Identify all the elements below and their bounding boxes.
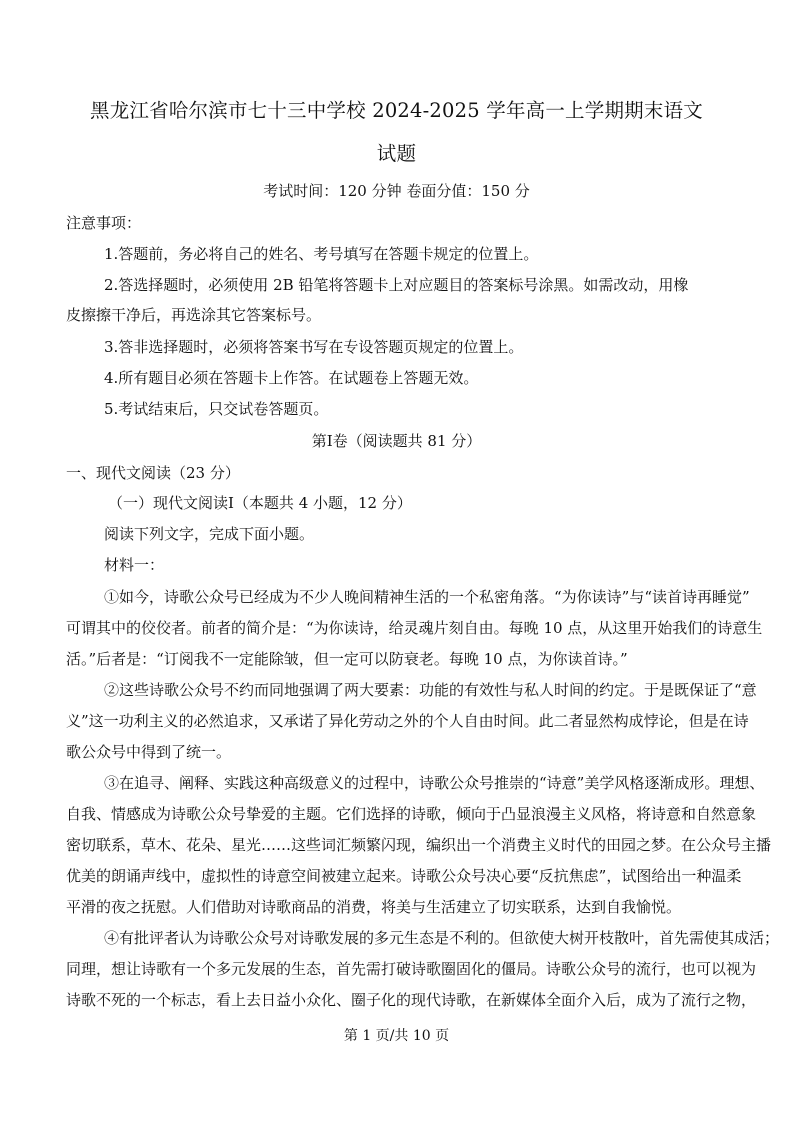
notice-item: 皮擦擦干净后，再选涂其它答案标号。 [66, 306, 322, 324]
notice-item: 1.答题前，务必将自己的姓名、考号填写在答题卡规定的位置上。 [104, 245, 539, 263]
document-title-line-2: 试题 [376, 142, 417, 165]
paragraph-line: 自我、情感成为诗歌公众号挚爱的主题。它们选择的诗歌，倾向于凸显浪漫主义风格，将诗意和自然意象 [66, 805, 757, 823]
paragraph-line: 平滑的夜之抚慰。人们借助对诗歌商品的消费，将美与生活建立了切实联系，达到自我愉悦。 [66, 898, 682, 916]
paragraph-line: ③在追寻、阐释、实践这种高级意义的过程中，诗歌公众号推崇的“诗意”美学风格逐渐成形。理想、 [104, 774, 765, 792]
notice-heading: 注意事项： [66, 214, 142, 232]
notice-item: 3.答非选择题时，必须将答案书写在专设答题页规定的位置上。 [104, 338, 524, 356]
paragraph-line: 诗歌不死的一个标志，看上去日益小众化、圈子化的现代诗歌，在新媒体全面介入后，成为了流行之物， [66, 991, 757, 1009]
paragraph-line: 可谓其中的佼佼者。前者的简介是：“为你读诗，给灵魂片刻自由。每晚 10 点，从这里开始我们的诗意生 [66, 619, 763, 637]
document-title-line-1: 黑龙江省哈尔滨市七十三中学校 2024-2025 学年高一上学期期末语文 [90, 99, 703, 122]
subsection-title: （一）现代文阅读Ⅰ（本题共 4 小题，12 分） [108, 494, 412, 512]
volume-title: 第Ⅰ卷（阅读题共 81 分） [311, 432, 482, 450]
notice-item: 4.所有题目必须在答题卡上作答。在试题卷上答题无效。 [104, 369, 479, 387]
material-label: 材料一： [104, 556, 165, 574]
paragraph-line: ②这些诗歌公众号不约而同地强调了两大要素：功能的有效性与私人时间的约定。于是既保证了“意 [104, 681, 757, 699]
paragraph-line: 歌公众号中得到了统一。 [66, 743, 232, 761]
notice-item: 2.答选择题时，必须使用 2B 铅笔将答题卡上对应题目的答案标号涂黑。如需改动，用橡 [104, 276, 689, 294]
paragraph-line: ④有批评者认为诗歌公众号对诗歌发展的多元生态是不利的。但欲使大树开枝散叶，首先需使其成活； [104, 929, 780, 947]
paragraph-line: 密切联系，草木、花朵、星光……这些词汇频繁闪现，编织出一个消费主义时代的田园之梦。在公众号主播 [66, 836, 772, 854]
paragraph-line: 优美的朗诵声线中，虚拟性的诗意空间被建立起来。诗歌公众号决心要“反抗焦虑”，试图给出一种温柔 [66, 867, 742, 885]
notice-item: 5.考试结束后，只交试卷答题页。 [104, 400, 329, 418]
section-title: 一、现代文阅读（23 分） [66, 464, 240, 482]
paragraph-line: ①如今，诗歌公众号已经成为不少人晚间精神生活的一个私密角落。“为你读诗”与“读首诗再睡觉” [104, 588, 750, 606]
paragraph-line: 活。”后者是：“订阅我不一定能除皱，但一定可以防衰老。每晚 10 点，为你读首诗。” [66, 650, 628, 668]
paragraph-line: 同理，想让诗歌有一个多元发展的生态，首先需打破诗歌圈固化的僵局。诗歌公众号的流行，也可以视为 [66, 960, 757, 978]
page-footer: 第 1 页/共 10 页 [343, 1028, 450, 1044]
paragraph-line: 义”这一功利主义的必然追求，又承诺了异化劳动之外的个人自由时间。此二者显然构成悖论，但是在诗 [66, 712, 749, 730]
exam-info: 考试时间：120 分钟 卷面分值：150 分 [263, 182, 530, 200]
reading-instruction: 阅读下列文字，完成下面小题。 [104, 525, 315, 543]
